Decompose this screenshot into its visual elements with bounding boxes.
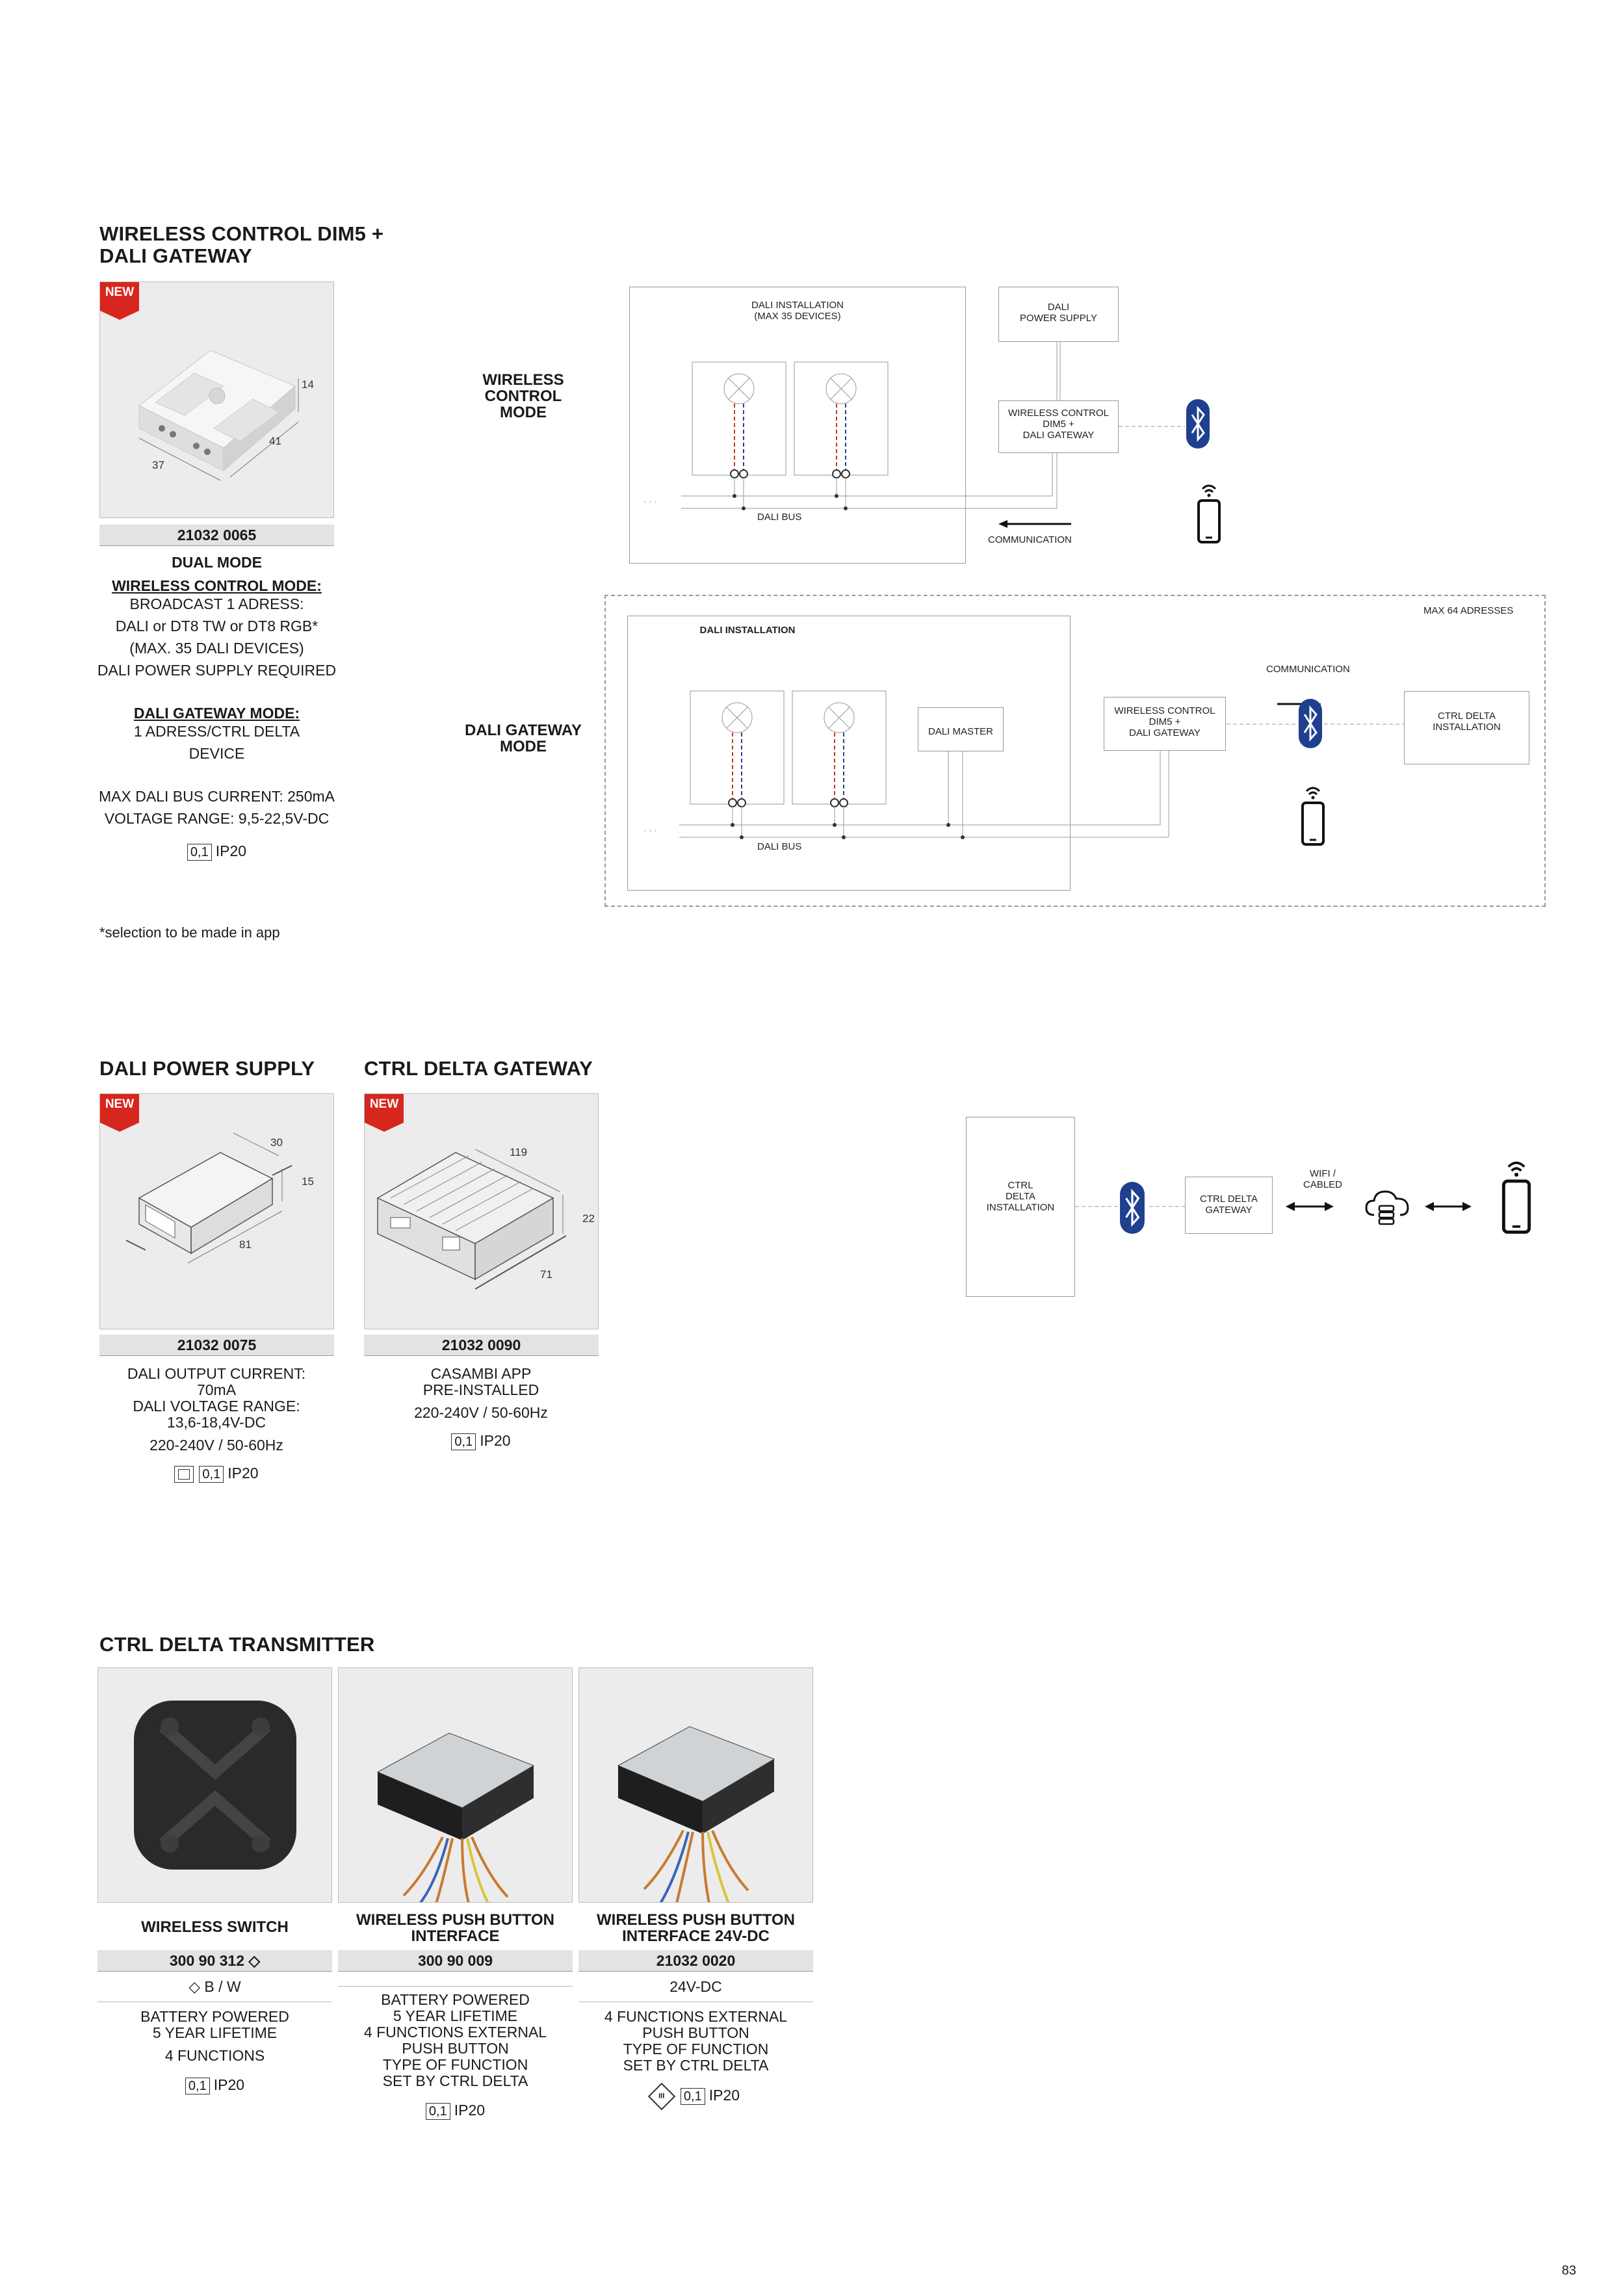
mode-line: MODE [500, 404, 547, 421]
spec-line: 4 FUNCTIONS EXTERNAL [604, 2008, 788, 2025]
luminaire-icon [826, 374, 856, 404]
product-photo-push-button-interface-24v [578, 1667, 813, 1903]
spec-line: PRE-INSTALLED [422, 1381, 539, 1398]
spec-line: BROADCAST 1 ADRESS: [129, 595, 304, 612]
product-photo-dim5 [99, 281, 334, 518]
spec-line: DALI OUTPUT CURRENT: [127, 1365, 306, 1382]
mode-line: CONTROL [484, 387, 562, 405]
class-symbol: 0,1 [187, 844, 212, 861]
dim5-module-image [100, 282, 334, 518]
product-code: 300 90 009 [338, 1950, 573, 1972]
dali-bus-label-2: DALI BUS [757, 841, 802, 852]
label-line: CTRL [1007, 1180, 1033, 1191]
spec-line: VOLTAGE RANGE: 9,5-22,5V-DC [104, 810, 330, 827]
label-line: DELTA [1005, 1191, 1036, 1202]
dim-depth: 41 [269, 435, 281, 447]
mode-line: MODE [500, 738, 547, 755]
dim-height: 22 [582, 1212, 595, 1225]
label-line: (MAX 35 DEVICES) [754, 311, 841, 322]
label-line: DIM5 + [1043, 419, 1074, 430]
dali-installation-label-2: DALI INSTALLATION [699, 625, 796, 636]
spec-line: DALI POWER SUPPLY REQUIRED [97, 662, 337, 679]
dim-height: 14 [302, 378, 314, 391]
product-name [578, 1912, 813, 1944]
max-adresses-label: MAX 64 ADRESSES [1423, 605, 1514, 616]
communication-label-1: COMMUNICATION [988, 534, 1072, 545]
product-name: WIRELESS SWITCH [141, 1918, 289, 1936]
spec-line: SET BY CTRL DELTA [623, 2057, 769, 2074]
smartphone-icon [1499, 1154, 1534, 1237]
spec-line: PUSH BUTTON [402, 2040, 509, 2057]
spec-line: CASAMBI APP [430, 1365, 532, 1382]
name-line: INTERFACE [411, 1927, 500, 1945]
push-button-interface-24v-image [579, 1668, 813, 1903]
class-symbol: 0,1 [185, 2078, 210, 2094]
ip-rating: IP20 [227, 1465, 259, 1481]
label-line: DALI GATEWAY [1129, 727, 1201, 738]
label-line: GATEWAY [1205, 1205, 1253, 1216]
product-photo-wireless-switch [97, 1667, 332, 1903]
spec-line: DEVICE [188, 745, 245, 762]
spec-line: 4 FUNCTIONS [164, 2047, 265, 2064]
smartphone-icon [1299, 782, 1327, 847]
label-line: CABLED [1303, 1179, 1343, 1190]
ip-rating: IP20 [215, 842, 247, 859]
spec-line: 1 ADRESS/CTRL DELTA [133, 723, 300, 740]
spec-line: PUSH BUTTON [642, 2024, 749, 2041]
dim-width: 81 [239, 1238, 252, 1251]
spec-line: 5 YEAR LIFETIME [393, 2007, 518, 2024]
cloud-server-icon [1364, 1186, 1412, 1227]
wireless-switch-image [98, 1668, 332, 1903]
product-photo-ctrl-delta-gateway [364, 1093, 599, 1329]
spec-line: 5 YEAR LIFETIME [152, 2024, 278, 2041]
class-iii-label: III [658, 2092, 665, 2100]
push-button-interface-description [338, 1986, 573, 2120]
luminaire-icon [724, 374, 754, 404]
gateway-mode-heading: DALI GATEWAY MODE: [133, 705, 300, 722]
spec-line: TYPE OF FUNCTION [623, 2041, 769, 2057]
class-symbol: 0,1 [451, 1433, 476, 1450]
luminaire-icon [824, 703, 854, 733]
page-number: 83 [1561, 2263, 1576, 2278]
label-line: CTRL DELTA [1438, 711, 1496, 722]
dali-master-label: DALI MASTER [928, 726, 994, 737]
spec-line: MAX DALI BUS CURRENT: 250mA [99, 788, 335, 805]
label-line: WIRELESS CONTROL [1114, 705, 1215, 716]
wireless-mode-heading: WIRELESS CONTROL MODE: [112, 577, 322, 594]
section-title-dali-power-supply: DALI POWER SUPPLY [99, 1057, 315, 1080]
communication-label-2: COMMUNICATION [1266, 664, 1350, 675]
gateway-image [365, 1094, 599, 1329]
mode-line: DALI GATEWAY [464, 722, 582, 739]
voltage: 220-240V / 50-60Hz [414, 1404, 548, 1421]
title-line: DALI GATEWAY [99, 244, 252, 267]
dali-bus-label-1: DALI BUS [757, 512, 802, 523]
power-supply-image [100, 1094, 334, 1329]
spec-line: 4 FUNCTIONS EXTERNAL [363, 2024, 547, 2041]
label-line: POWER SUPPLY [1020, 313, 1097, 324]
bluetooth-icon [1119, 1182, 1145, 1234]
title-line: WIRELESS CONTROL DIM5 + [99, 222, 384, 245]
spec-line: TYPE OF FUNCTION [382, 2056, 528, 2073]
name-line: WIRELESS PUSH BUTTON [597, 1911, 795, 1929]
dual-mode-heading: DUAL MODE [172, 554, 262, 571]
class-symbol: 0,1 [681, 2088, 705, 2105]
section-title-ctrl-delta-gateway: CTRL DELTA GATEWAY [364, 1057, 593, 1080]
label-line: CTRL DELTA [1200, 1194, 1258, 1205]
product-code: 21032 0020 [578, 1950, 813, 1972]
spec-line: BATTERY POWERED [140, 2008, 289, 2025]
spec-line: DALI VOLTAGE RANGE: [133, 1398, 300, 1415]
label-line: INSTALLATION [1433, 722, 1501, 733]
voltage: 220-240V / 50-60Hz [149, 1437, 283, 1454]
section-title-ctrl-delta-transmitter: CTRL DELTA TRANSMITTER [99, 1633, 375, 1656]
ip-rating: IP20 [213, 2076, 245, 2093]
product-code: 300 90 312 ◇ [97, 1950, 332, 1972]
product-name [338, 1912, 573, 1944]
badge-label: NEW [105, 1097, 135, 1111]
ip-rating: IP20 [454, 2102, 486, 2119]
smartphone-icon [1195, 480, 1223, 545]
spec-line: SET BY CTRL DELTA [382, 2072, 528, 2089]
color-variant: ◇ B / W [188, 1978, 241, 1995]
product-code: 21032 0065 [99, 525, 334, 546]
class-iii-icon [648, 2083, 675, 2110]
dim-depth: 15 [302, 1175, 314, 1188]
label-line: INSTALLATION [986, 1202, 1055, 1213]
wireless-control-mode-label [455, 372, 591, 421]
dim-width: 37 [152, 459, 164, 471]
section-title-wireless-control [99, 223, 383, 267]
label-line: WIFI / [1310, 1168, 1336, 1179]
product-photo-power-supply [99, 1093, 334, 1329]
voltage: 24V-DC [669, 1978, 722, 1995]
continuation-dots: . . . [643, 494, 657, 505]
ip-rating: IP20 [708, 2087, 740, 2104]
name-line: INTERFACE 24V-DC [622, 1927, 770, 1945]
diagram-2-wiring [627, 616, 1537, 902]
mode-line: WIRELESS [482, 371, 564, 389]
label-line: DIM5 + [1149, 716, 1181, 727]
spec-line: DALI or DT8 TW or DT8 RGB* [115, 618, 318, 634]
spec-line: 13,6-18,4V-DC [166, 1414, 266, 1431]
label-line: WIRELESS CONTROL [1007, 408, 1110, 419]
spec-line: BATTERY POWERED [381, 1991, 530, 2008]
continuation-dots: . . . [643, 823, 657, 834]
wireless-switch-description [97, 1979, 332, 2094]
push-button-interface-image [339, 1668, 573, 1903]
dim-depth: 71 [540, 1268, 552, 1281]
ip-rating: IP20 [480, 1432, 511, 1449]
bluetooth-icon [1186, 399, 1210, 449]
gateway-description [351, 1366, 611, 1450]
label-line: DALI GATEWAY [1022, 430, 1095, 441]
power-supply-description [86, 1366, 346, 1483]
ctrl-delta-installation-label-3 [966, 1180, 1075, 1213]
product-code: 21032 0090 [364, 1335, 599, 1356]
badge-label: NEW [105, 285, 135, 299]
class-symbol: 0,1 [199, 1466, 224, 1483]
bluetooth-icon [1299, 699, 1322, 748]
class-symbol: 0,1 [426, 2103, 450, 2120]
diagram-1-wiring [629, 287, 1279, 573]
spec-line: (MAX. 35 DALI DEVICES) [129, 640, 304, 657]
label-line: DALI [1047, 302, 1070, 313]
dim-width: 119 [510, 1146, 528, 1158]
badge-label: NEW [369, 1097, 399, 1111]
spec-line: 70mA [196, 1381, 237, 1398]
footnote: *selection to be made in app [99, 924, 280, 941]
double-insulation-icon [174, 1466, 194, 1483]
dim5-description [84, 553, 349, 861]
dim-height: 30 [270, 1136, 283, 1149]
product-code: 21032 0075 [99, 1335, 334, 1356]
dali-gateway-mode-label [448, 722, 598, 755]
label-line: DALI INSTALLATION [751, 300, 844, 311]
push-button-interface-24v-description [578, 1979, 813, 2106]
product-photo-push-button-interface [338, 1667, 573, 1903]
name-line: WIRELESS PUSH BUTTON [356, 1911, 554, 1929]
luminaire-icon [722, 703, 752, 733]
